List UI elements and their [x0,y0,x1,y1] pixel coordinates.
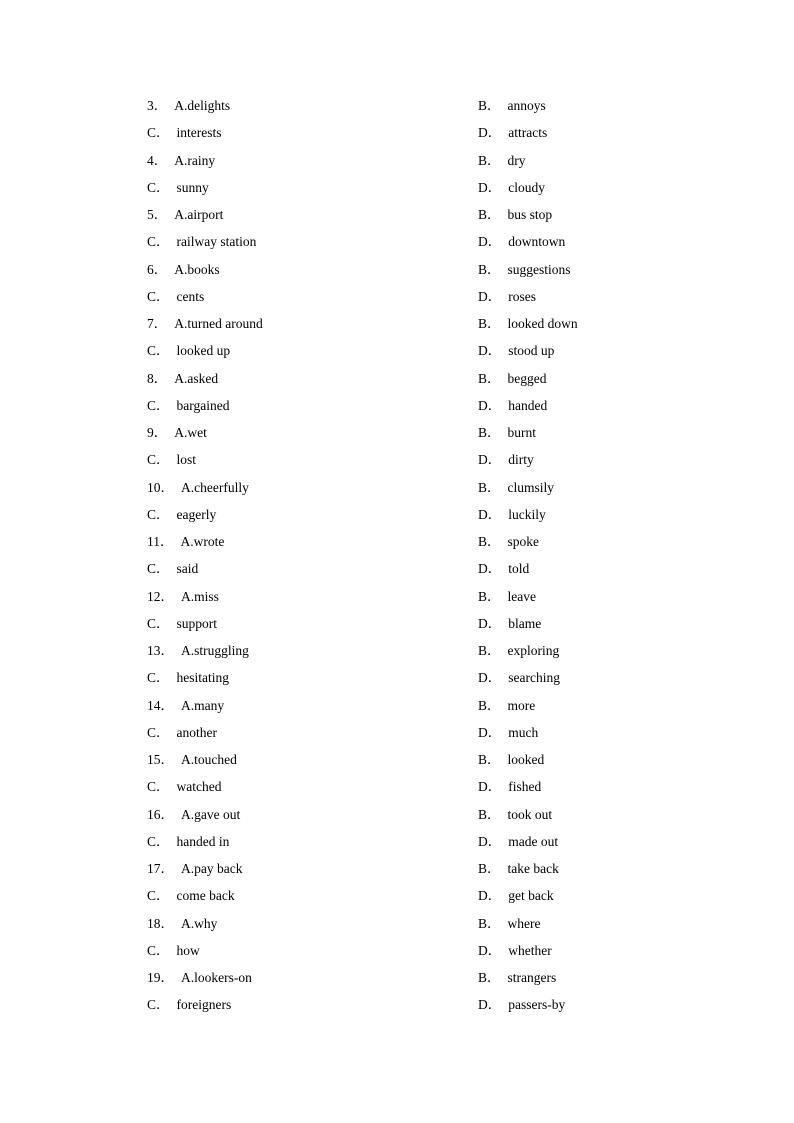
option-text: eagerly [176,506,217,522]
option-text: sunny [176,179,209,195]
option-label: D． [478,288,502,304]
option-left [147,692,224,719]
option-text: exploring [507,643,560,658]
option-right [478,692,535,719]
option-right [478,991,565,1018]
option-text: support [176,615,218,631]
option-text: where [507,915,541,931]
option-label: C． [147,343,170,359]
option-left [147,474,249,501]
option-left [147,446,196,473]
option-label: D． [478,888,502,904]
option-label: D． [478,506,502,522]
option-row [0,664,794,691]
option-text: come back [176,888,235,904]
option-left [147,147,215,174]
option-left [147,855,242,882]
option-text: get back [508,888,554,904]
option-row [0,501,794,528]
option-row [0,882,794,909]
option-right [478,474,554,501]
option-label: D． [478,724,502,740]
option-label: 15． [147,752,174,767]
option-text: told [508,561,530,577]
option-right [478,583,536,610]
option-text: A.wet [174,425,207,440]
option-label: D． [478,397,502,413]
option-text: clumsily [507,479,555,495]
option-text: whether [508,942,552,958]
option-row [0,147,794,174]
answer-options-list [0,92,794,1019]
option-label: C． [147,942,170,958]
option-label: D． [478,615,502,631]
option-label: 9． [147,425,168,440]
option-left [147,392,230,419]
option-row [0,828,794,855]
option-row [0,964,794,991]
option-left [147,964,252,991]
option-text: said [176,561,199,577]
option-left [147,528,224,555]
option-row [0,474,794,501]
option-row [0,310,794,337]
option-text: made out [508,833,559,849]
option-text: luckily [508,506,546,522]
option-row [0,365,794,392]
option-label: C． [147,670,170,686]
option-row [0,610,794,637]
option-left [147,937,200,964]
option-right [478,637,559,664]
option-label: 18． [147,915,174,931]
option-label: D． [478,234,502,250]
option-text: annoys [507,98,546,113]
option-text: spoke [507,534,540,549]
option-right [478,174,545,201]
option-row [0,991,794,1018]
option-right [478,228,565,255]
option-label: D． [478,343,502,359]
option-row [0,392,794,419]
option-text: lost [176,452,197,468]
option-right [478,964,556,991]
option-right [478,501,546,528]
option-left [147,365,218,392]
option-left [147,991,231,1018]
option-label: 7． [147,316,168,331]
option-left [147,746,237,773]
option-text: A.gave out [181,806,241,822]
option-label: C． [147,888,170,904]
option-row [0,228,794,255]
option-text: A.touched [181,752,237,767]
option-label: 14． [147,697,174,713]
option-left [147,719,217,746]
option-left [147,828,229,855]
option-left [147,337,230,364]
option-text: A.turned around [174,316,263,331]
option-left [147,801,240,828]
option-label: C． [147,997,170,1013]
option-label: C． [147,452,170,468]
option-text: fished [508,779,542,795]
option-right [478,855,559,882]
option-text: strangers [507,970,557,985]
option-left [147,882,235,909]
option-text: A.rainy [174,152,216,168]
option-label: D． [478,452,502,468]
option-right [478,610,541,637]
option-label: B． [478,479,501,495]
option-right [478,365,547,392]
option-label: D． [478,997,502,1013]
option-row [0,746,794,773]
option-label: B． [478,370,501,386]
option-text: interests [176,125,222,141]
option-label: C． [147,288,170,304]
option-left [147,583,219,610]
option-right [478,719,538,746]
option-right [478,664,560,691]
option-text: railway station [176,234,257,250]
option-left [147,664,229,691]
option-label: D． [478,670,502,686]
option-text: attracts [508,125,548,141]
option-right [478,201,552,228]
option-left [147,773,222,800]
option-text: blame [508,615,542,631]
option-row [0,256,794,283]
option-text: A.books [174,261,220,277]
option-text: handed [508,397,548,413]
option-text: A.miss [181,588,219,604]
option-right [478,882,554,909]
option-row [0,910,794,937]
option-text: hesitating [176,670,230,686]
option-text: cloudy [508,179,545,195]
option-left [147,119,222,146]
option-text: A.delights [174,98,231,113]
option-label: 16． [147,806,174,822]
option-label: C． [147,561,170,577]
option-left [147,637,249,664]
option-label: 12． [147,588,174,604]
option-right [478,910,541,937]
option-text: begged [507,370,547,386]
option-row [0,92,794,119]
option-label: B． [478,98,501,113]
option-label: B． [478,752,501,767]
option-label: B． [478,588,501,604]
option-label: 5． [147,207,168,222]
option-label: B． [478,316,501,331]
option-row [0,583,794,610]
option-text: downtown [508,234,566,250]
option-text: much [508,724,539,740]
option-row [0,855,794,882]
option-text: took out [507,806,553,822]
option-label: B． [478,207,501,222]
option-row [0,337,794,364]
option-left [147,228,256,255]
option-right [478,119,547,146]
option-text: roses [508,288,536,304]
option-label: 17． [147,861,174,876]
option-label: C． [147,779,170,795]
option-label: 11． [147,534,174,549]
option-right [478,147,526,174]
option-row [0,283,794,310]
option-row [0,174,794,201]
option-right [478,773,541,800]
option-text: A.struggling [181,643,249,658]
option-text: looked down [507,316,578,331]
option-left [147,92,230,119]
option-left [147,201,223,228]
option-text: dry [507,152,526,168]
option-row [0,773,794,800]
option-left [147,283,204,310]
option-left [147,501,216,528]
option-right [478,746,544,773]
option-text: more [507,697,536,713]
option-label: C． [147,833,170,849]
option-right [478,828,558,855]
option-text: A.why [181,915,218,931]
option-text: handed in [176,833,230,849]
option-row [0,528,794,555]
option-row [0,201,794,228]
option-left [147,256,220,283]
option-row [0,637,794,664]
option-label: B． [478,152,501,168]
option-text: A.cheerfully [181,479,249,495]
option-right [478,92,546,119]
option-text: cents [176,288,205,304]
option-label: C． [147,125,170,141]
option-row [0,555,794,582]
option-row [0,446,794,473]
option-label: B． [478,534,501,549]
option-label: D． [478,779,502,795]
option-text: watched [176,779,222,795]
option-row [0,801,794,828]
option-label: 6． [147,261,168,277]
option-label: 3． [147,98,168,113]
option-label: C． [147,179,170,195]
option-right [478,392,547,419]
option-left [147,310,263,337]
option-text: dirty [508,452,534,468]
option-text: passers-by [508,997,566,1013]
option-label: D． [478,561,502,577]
option-right [478,937,552,964]
option-left [147,419,207,446]
option-row [0,719,794,746]
option-text: leave [507,588,536,604]
option-right [478,310,578,337]
option-text: A.wrote [180,534,225,549]
option-text: bus stop [507,207,553,222]
option-left [147,910,217,937]
option-label: 19． [147,970,174,985]
option-label: B． [478,425,501,440]
option-row [0,937,794,964]
option-text: how [176,942,200,958]
option-label: D． [478,942,502,958]
option-row [0,692,794,719]
option-text: another [176,724,217,740]
option-text: A.many [181,697,225,713]
option-label: C． [147,506,170,522]
option-left [147,174,209,201]
option-right [478,283,536,310]
option-row [0,419,794,446]
option-label: D． [478,179,502,195]
option-label: B． [478,915,501,931]
option-row [0,119,794,146]
option-text: A.pay back [181,861,243,876]
option-right [478,801,552,828]
option-text: take back [507,861,559,876]
option-text: searching [508,670,560,686]
option-label: C． [147,397,170,413]
option-text: A.airport [174,207,224,222]
option-label: D． [478,125,502,141]
option-text: stood up [508,343,555,359]
option-left [147,610,217,637]
option-text: looked [507,752,545,767]
option-label: 13． [147,643,174,658]
option-text: bargained [176,397,230,413]
option-right [478,256,571,283]
option-label: B． [478,861,501,876]
option-text: looked up [176,343,231,359]
option-left [147,555,198,582]
option-label: B． [478,697,501,713]
option-text: A.lookers-on [181,970,252,985]
option-text: A.asked [174,370,219,386]
option-label: B． [478,806,501,822]
option-label: C． [147,615,170,631]
option-label: 8． [147,370,168,386]
option-label: 10． [147,479,174,495]
option-text: suggestions [507,261,571,277]
option-label: 4． [147,152,168,168]
option-label: B． [478,261,501,277]
option-label: D． [478,833,502,849]
option-label: C． [147,724,170,740]
option-right [478,419,536,446]
option-text: foreigners [176,997,232,1013]
option-label: B． [478,643,501,658]
option-label: B． [478,970,501,985]
option-label: C． [147,234,170,250]
option-text: burnt [507,425,537,440]
option-right [478,555,529,582]
option-right [478,446,534,473]
option-right [478,528,539,555]
option-right [478,337,554,364]
